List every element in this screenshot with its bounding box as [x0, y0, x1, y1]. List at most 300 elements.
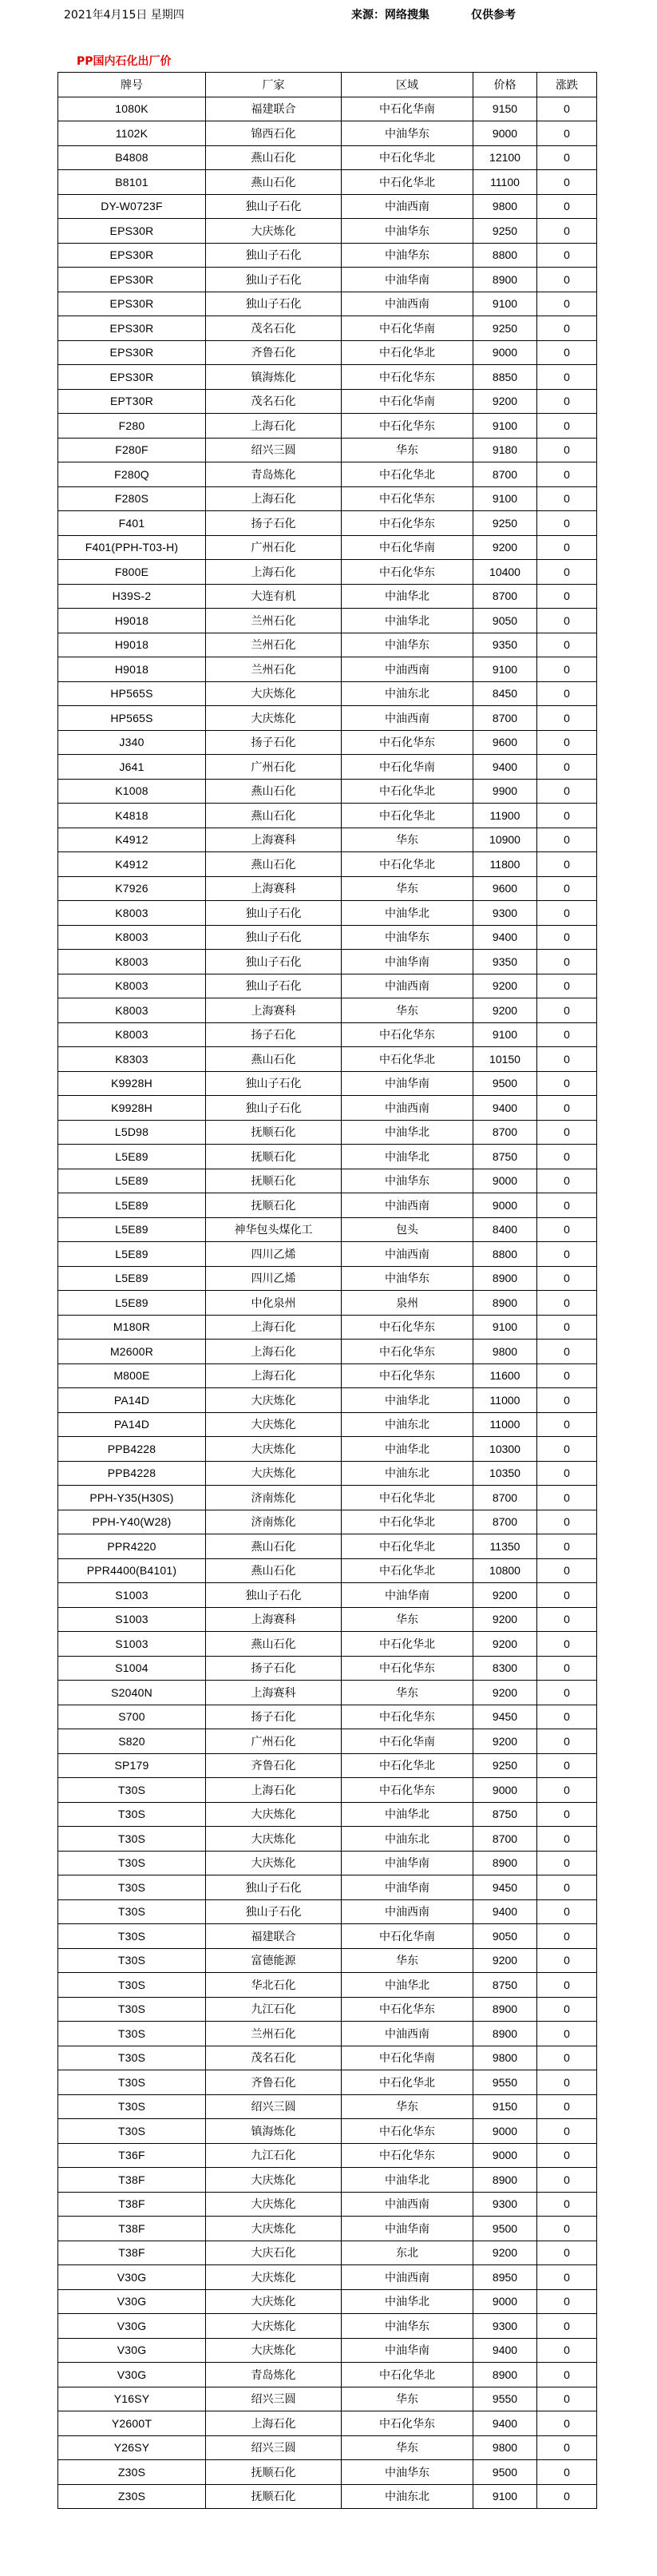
region-cell: 华东: [342, 2094, 473, 2119]
price-cell: 8450: [473, 681, 537, 706]
price-cell: 9200: [473, 974, 537, 998]
manufacturer-cell: 上海赛科: [206, 828, 342, 852]
region-cell: 中石化华东: [342, 2411, 473, 2436]
change-cell: 0: [537, 681, 597, 706]
change-cell: 0: [537, 2241, 597, 2265]
price-cell: 11800: [473, 852, 537, 877]
change-cell: 0: [537, 852, 597, 877]
region-cell: 中石化华北: [342, 1632, 473, 1657]
price-cell: 9150: [473, 97, 537, 121]
table-row: [58, 2094, 597, 2119]
region-cell: 中油西南: [342, 2192, 473, 2217]
change-cell: 0: [537, 1217, 597, 1242]
change-cell: 0: [537, 657, 597, 682]
price-cell: 9350: [473, 633, 537, 657]
region-cell: 中油华东: [342, 2314, 473, 2339]
price-cell: 8700: [473, 1510, 537, 1534]
price-cell: 9500: [473, 2217, 537, 2241]
change-cell: 0: [537, 1705, 597, 1729]
grade-cell: S1004: [58, 1656, 206, 1681]
change-cell: 0: [537, 511, 597, 536]
change-cell: 0: [537, 2363, 597, 2387]
region-cell: 中油华东: [342, 219, 473, 244]
price-cell: 8750: [473, 1802, 537, 1827]
manufacturer-cell: 独山子石化: [206, 243, 342, 268]
region-cell: 中石化华北: [342, 2363, 473, 2387]
region-cell: 中石化华南: [342, 1729, 473, 1754]
manufacturer-cell: 富德能源: [206, 1948, 342, 1973]
manufacturer-cell: 独山子石化: [206, 974, 342, 998]
change-cell: 0: [537, 1778, 597, 1803]
grade-cell: K8003: [58, 925, 206, 950]
manufacturer-cell: 上海石化: [206, 1778, 342, 1803]
table-row: [58, 1997, 597, 2022]
manufacturer-cell: 上海赛科: [206, 1681, 342, 1705]
change-cell: 0: [537, 804, 597, 828]
region-cell: 中油东北: [342, 1412, 473, 1437]
grade-cell: T38F: [58, 2168, 206, 2193]
price-cell: 9550: [473, 2070, 537, 2095]
change-cell: 0: [537, 1266, 597, 1291]
table-row: [58, 2411, 597, 2436]
price-cell: 9250: [473, 1753, 537, 1778]
region-cell: 华东: [342, 438, 473, 462]
price-cell: 9100: [473, 1022, 537, 1047]
region-cell: 中油华北: [342, 1802, 473, 1827]
manufacturer-cell: 四川乙烯: [206, 1242, 342, 1267]
price-cell: 9200: [473, 1583, 537, 1608]
grade-cell: K8003: [58, 901, 206, 926]
grade-cell: Z30S: [58, 2484, 206, 2509]
manufacturer-cell: 青岛炼化: [206, 462, 342, 487]
grade-cell: T30S: [58, 1778, 206, 1803]
region-cell: 中油华东: [342, 121, 473, 146]
table-row: [58, 876, 597, 901]
grade-cell: K4912: [58, 828, 206, 852]
region-cell: 中油华北: [342, 1388, 473, 1413]
manufacturer-cell: 上海石化: [206, 414, 342, 439]
manufacturer-cell: 独山子石化: [206, 901, 342, 926]
table-row: [58, 755, 597, 780]
grade-cell: Z30S: [58, 2460, 206, 2485]
manufacturer-cell: 扬子石化: [206, 730, 342, 755]
change-cell: 0: [537, 2460, 597, 2485]
price-cell: 9800: [473, 1340, 537, 1364]
region-cell: 中油西南: [342, 1193, 473, 1218]
manufacturer-cell: 燕山石化: [206, 804, 342, 828]
table-row: [58, 1486, 597, 1510]
region-cell: 中石化华北: [342, 1510, 473, 1534]
manufacturer-cell: 上海赛科: [206, 876, 342, 901]
grade-cell: EPS30R: [58, 243, 206, 268]
table-row: [58, 170, 597, 195]
table-row: [58, 2046, 597, 2070]
change-cell: 0: [537, 414, 597, 439]
change-cell: 0: [537, 2411, 597, 2436]
price-cell: 9900: [473, 779, 537, 804]
grade-cell: H9018: [58, 609, 206, 633]
price-cell: 10900: [473, 828, 537, 852]
table-row: [58, 779, 597, 804]
change-cell: 0: [537, 1827, 597, 1852]
table-row: [58, 414, 597, 439]
manufacturer-cell: 锦西石化: [206, 121, 342, 146]
manufacturer-cell: 镇海炼化: [206, 2119, 342, 2144]
grade-cell: F280S: [58, 486, 206, 511]
price-cell: 9400: [473, 2411, 537, 2436]
manufacturer-cell: 九江石化: [206, 1997, 342, 2022]
grade-cell: T30S: [58, 1851, 206, 1875]
table-row: [58, 1875, 597, 1900]
change-cell: 0: [537, 2289, 597, 2314]
grade-cell: EPS30R: [58, 268, 206, 292]
table-row: [58, 1169, 597, 1193]
manufacturer-cell: 济南炼化: [206, 1486, 342, 1510]
region-cell: 泉州: [342, 1291, 473, 1316]
price-cell: 9200: [473, 2241, 537, 2265]
region-cell: 华东: [342, 998, 473, 1023]
table-row: [58, 1827, 597, 1852]
region-cell: 中油华东: [342, 633, 473, 657]
table-row: [58, 1291, 597, 1316]
grade-cell: Y26SY: [58, 2435, 206, 2460]
price-cell: 8750: [473, 1145, 537, 1169]
table-row: [58, 1047, 597, 1072]
region-cell: 中石化华北: [342, 462, 473, 487]
region-cell: 中油西南: [342, 974, 473, 998]
manufacturer-cell: 广州石化: [206, 755, 342, 780]
table-row: [58, 2363, 597, 2387]
region-cell: 中石化华北: [342, 145, 473, 170]
region-cell: 中石化华北: [342, 804, 473, 828]
region-cell: 中油西南: [342, 2265, 473, 2290]
region-cell: 华东: [342, 2435, 473, 2460]
table-row: [58, 340, 597, 365]
region-cell: 包头: [342, 1217, 473, 1242]
table-row: [58, 219, 597, 244]
change-cell: 0: [537, 1071, 597, 1096]
change-cell: 0: [537, 1558, 597, 1583]
grade-cell: K8003: [58, 998, 206, 1023]
grade-cell: F800E: [58, 560, 206, 585]
region-cell: 中石化华北: [342, 852, 473, 877]
change-cell: 0: [537, 755, 597, 780]
grade-cell: PPH-Y40(W28): [58, 1510, 206, 1534]
change-cell: 0: [537, 779, 597, 804]
region-cell: 东北: [342, 2241, 473, 2265]
change-cell: 0: [537, 1388, 597, 1413]
grade-cell: EPT30R: [58, 389, 206, 414]
price-cell: 9500: [473, 1071, 537, 1096]
table-row: [58, 560, 597, 585]
table-row: [58, 292, 597, 316]
grade-cell: M800E: [58, 1363, 206, 1388]
grade-cell: S820: [58, 1729, 206, 1754]
change-cell: 0: [537, 1632, 597, 1657]
table-row: [58, 1217, 597, 1242]
manufacturer-cell: 九江石化: [206, 2143, 342, 2168]
price-cell: 9000: [473, 1169, 537, 1193]
region-cell: 中石化华南: [342, 1924, 473, 1949]
region-cell: 中石化华南: [342, 316, 473, 341]
table-row: [58, 925, 597, 950]
grade-cell: L5E89: [58, 1291, 206, 1316]
table-row: [58, 633, 597, 657]
change-cell: 0: [537, 1363, 597, 1388]
price-cell: 8950: [473, 2265, 537, 2290]
table-row: [58, 1266, 597, 1291]
table-row: [58, 1388, 597, 1413]
grade-cell: F280: [58, 414, 206, 439]
manufacturer-cell: 齐鲁石化: [206, 1753, 342, 1778]
region-cell: 华东: [342, 876, 473, 901]
table-row: [58, 681, 597, 706]
grade-cell: PA14D: [58, 1412, 206, 1437]
grade-cell: S1003: [58, 1607, 206, 1632]
change-cell: 0: [537, 1510, 597, 1534]
grade-cell: K7926: [58, 876, 206, 901]
change-cell: 0: [537, 2484, 597, 2509]
grade-cell: M180R: [58, 1315, 206, 1340]
grade-cell: J340: [58, 730, 206, 755]
table-row: [58, 1681, 597, 1705]
grade-cell: L5E89: [58, 1193, 206, 1218]
price-cell: 9050: [473, 609, 537, 633]
table-row: [58, 1510, 597, 1534]
table-row: [58, 316, 597, 341]
manufacturer-cell: 四川乙烯: [206, 1266, 342, 1291]
grade-cell: S1003: [58, 1632, 206, 1657]
table-row: [58, 121, 597, 146]
price-table: [57, 72, 597, 2509]
region-cell: 中油华北: [342, 1973, 473, 1998]
price-cell: 10400: [473, 560, 537, 585]
table-row: [58, 243, 597, 268]
grade-cell: K8303: [58, 1047, 206, 1072]
price-cell: 9300: [473, 2192, 537, 2217]
region-cell: 华东: [342, 1607, 473, 1632]
grade-cell: T30S: [58, 1997, 206, 2022]
manufacturer-cell: 独山子石化: [206, 268, 342, 292]
change-cell: 0: [537, 730, 597, 755]
region-cell: 中石化华南: [342, 2046, 473, 2070]
grade-cell: PPB4228: [58, 1461, 206, 1486]
region-cell: 中石化华北: [342, 340, 473, 365]
region-cell: 中石化华北: [342, 1486, 473, 1510]
change-cell: 0: [537, 974, 597, 998]
manufacturer-cell: 燕山石化: [206, 1632, 342, 1657]
manufacturer-cell: 独山子石化: [206, 1899, 342, 1924]
price-cell: 8800: [473, 1242, 537, 1267]
grade-cell: K9928H: [58, 1071, 206, 1096]
change-cell: 0: [537, 2217, 597, 2241]
grade-cell: H9018: [58, 633, 206, 657]
region-cell: 中石化华东: [342, 511, 473, 536]
price-cell: 8700: [473, 1486, 537, 1510]
table-row: [58, 2484, 597, 2509]
table-row: [58, 1315, 597, 1340]
price-cell: 8800: [473, 243, 537, 268]
grade-cell: L5E89: [58, 1145, 206, 1169]
table-row: [58, 1607, 597, 1632]
region-cell: 中油华北: [342, 584, 473, 609]
manufacturer-cell: 上海石化: [206, 1340, 342, 1364]
price-cell: 8900: [473, 1997, 537, 2022]
grade-cell: L5E89: [58, 1242, 206, 1267]
price-cell: 9600: [473, 876, 537, 901]
price-cell: 9250: [473, 219, 537, 244]
change-cell: 0: [537, 1291, 597, 1316]
price-cell: 9200: [473, 998, 537, 1023]
table-row: [58, 1656, 597, 1681]
change-cell: 0: [537, 950, 597, 974]
price-cell: 8700: [473, 1827, 537, 1852]
price-cell: 9800: [473, 194, 537, 219]
disclaimer-label: 仅供参考: [471, 9, 516, 22]
table-row: [58, 1437, 597, 1462]
manufacturer-cell: 济南炼化: [206, 1510, 342, 1534]
price-cell: 11000: [473, 1412, 537, 1437]
manufacturer-cell: 华北石化: [206, 1973, 342, 1998]
change-cell: 0: [537, 1973, 597, 1998]
change-cell: 0: [537, 2314, 597, 2339]
grade-cell: T30S: [58, 1948, 206, 1973]
table-row: [58, 535, 597, 560]
grade-cell: T36F: [58, 2143, 206, 2168]
manufacturer-cell: 独山子石化: [206, 194, 342, 219]
price-cell: 8900: [473, 2363, 537, 2387]
region-cell: 中油西南: [342, 706, 473, 731]
region-cell: 中石化华南: [342, 755, 473, 780]
table-row: [58, 1145, 597, 1169]
grade-cell: K8003: [58, 1022, 206, 1047]
manufacturer-cell: 抚顺石化: [206, 1169, 342, 1193]
manufacturer-cell: 大庆炼化: [206, 2168, 342, 2193]
grade-cell: V30G: [58, 2338, 206, 2363]
price-cell: 9400: [473, 2338, 537, 2363]
region-cell: 中油华南: [342, 1583, 473, 1608]
change-cell: 0: [537, 1437, 597, 1462]
manufacturer-cell: 抚顺石化: [206, 1193, 342, 1218]
table-row: [58, 462, 597, 487]
manufacturer-cell: 大庆炼化: [206, 2289, 342, 2314]
change-cell: 0: [537, 2119, 597, 2144]
manufacturer-cell: 神华包头煤化工: [206, 1217, 342, 1242]
price-cell: 9000: [473, 2289, 537, 2314]
price-cell: 11100: [473, 170, 537, 195]
change-cell: 0: [537, 901, 597, 926]
price-cell: 8400: [473, 1217, 537, 1242]
manufacturer-cell: 广州石化: [206, 1729, 342, 1754]
table-row: [58, 1340, 597, 1364]
table-row: [58, 1193, 597, 1218]
change-cell: 0: [537, 1169, 597, 1193]
price-cell: 9250: [473, 511, 537, 536]
grade-cell: H9018: [58, 657, 206, 682]
region-cell: 中石化华东: [342, 1778, 473, 1803]
manufacturer-cell: 大庆炼化: [206, 2217, 342, 2241]
table-row: [58, 1071, 597, 1096]
table-row: [58, 901, 597, 926]
manufacturer-cell: 独山子石化: [206, 1875, 342, 1900]
region-cell: 中石化华东: [342, 1315, 473, 1340]
manufacturer-cell: 青岛炼化: [206, 2363, 342, 2387]
manufacturer-cell: 兰州石化: [206, 633, 342, 657]
price-cell: 10800: [473, 1558, 537, 1583]
table-row: [58, 145, 597, 170]
manufacturer-cell: 独山子石化: [206, 1096, 342, 1121]
manufacturer-cell: 上海赛科: [206, 998, 342, 1023]
source-label: 来源：网络搜集: [351, 9, 429, 22]
table-row: [58, 804, 597, 828]
grade-cell: T30S: [58, 1875, 206, 1900]
price-cell: 8750: [473, 1973, 537, 1998]
grade-cell: K8003: [58, 974, 206, 998]
manufacturer-cell: 大庆炼化: [206, 2192, 342, 2217]
region-cell: 中油西南: [342, 1096, 473, 1121]
change-cell: 0: [537, 438, 597, 462]
change-cell: 0: [537, 219, 597, 244]
manufacturer-cell: 大庆炼化: [206, 2338, 342, 2363]
manufacturer-cell: 大庆石化: [206, 2241, 342, 2265]
table-row: [58, 486, 597, 511]
change-cell: 0: [537, 1315, 597, 1340]
grade-cell: K4912: [58, 852, 206, 877]
region-cell: 中石化华东: [342, 365, 473, 390]
change-cell: 0: [537, 2387, 597, 2411]
grade-cell: T30S: [58, 1802, 206, 1827]
price-cell: 9100: [473, 657, 537, 682]
change-cell: 0: [537, 1534, 597, 1559]
manufacturer-cell: 兰州石化: [206, 609, 342, 633]
region-cell: 中石化华北: [342, 170, 473, 195]
change-cell: 0: [537, 1851, 597, 1875]
table-row: [58, 1461, 597, 1486]
manufacturer-cell: 燕山石化: [206, 852, 342, 877]
price-cell: 9000: [473, 340, 537, 365]
grade-cell: 1102K: [58, 121, 206, 146]
table-row: [58, 1363, 597, 1388]
price-cell: 9180: [473, 438, 537, 462]
table-row: [58, 1729, 597, 1754]
price-cell: 8900: [473, 1266, 537, 1291]
region-cell: 中油华东: [342, 925, 473, 950]
price-cell: 10350: [473, 1461, 537, 1486]
grade-cell: T30S: [58, 2022, 206, 2046]
price-cell: 9050: [473, 1924, 537, 1949]
region-cell: 中油华南: [342, 2217, 473, 2241]
change-cell: 0: [537, 2143, 597, 2168]
grade-cell: J641: [58, 755, 206, 780]
region-cell: 中油东北: [342, 681, 473, 706]
change-cell: 0: [537, 1242, 597, 1267]
price-cell: 9200: [473, 1729, 537, 1754]
region-cell: 中油华北: [342, 609, 473, 633]
change-cell: 0: [537, 1120, 597, 1145]
table-row: [58, 998, 597, 1023]
table-row: [58, 2314, 597, 2339]
manufacturer-cell: 绍兴三圆: [206, 2387, 342, 2411]
grade-cell: L5E89: [58, 1266, 206, 1291]
grade-cell: PPR4220: [58, 1534, 206, 1559]
table-row: [58, 1948, 597, 1973]
change-cell: 0: [537, 2070, 597, 2095]
column-header-price: 价格: [473, 73, 537, 97]
grade-cell: PPH-Y35(H30S): [58, 1486, 206, 1510]
region-cell: 中油东北: [342, 1827, 473, 1852]
table-row: [58, 1534, 597, 1559]
region-cell: 中油西南: [342, 657, 473, 682]
